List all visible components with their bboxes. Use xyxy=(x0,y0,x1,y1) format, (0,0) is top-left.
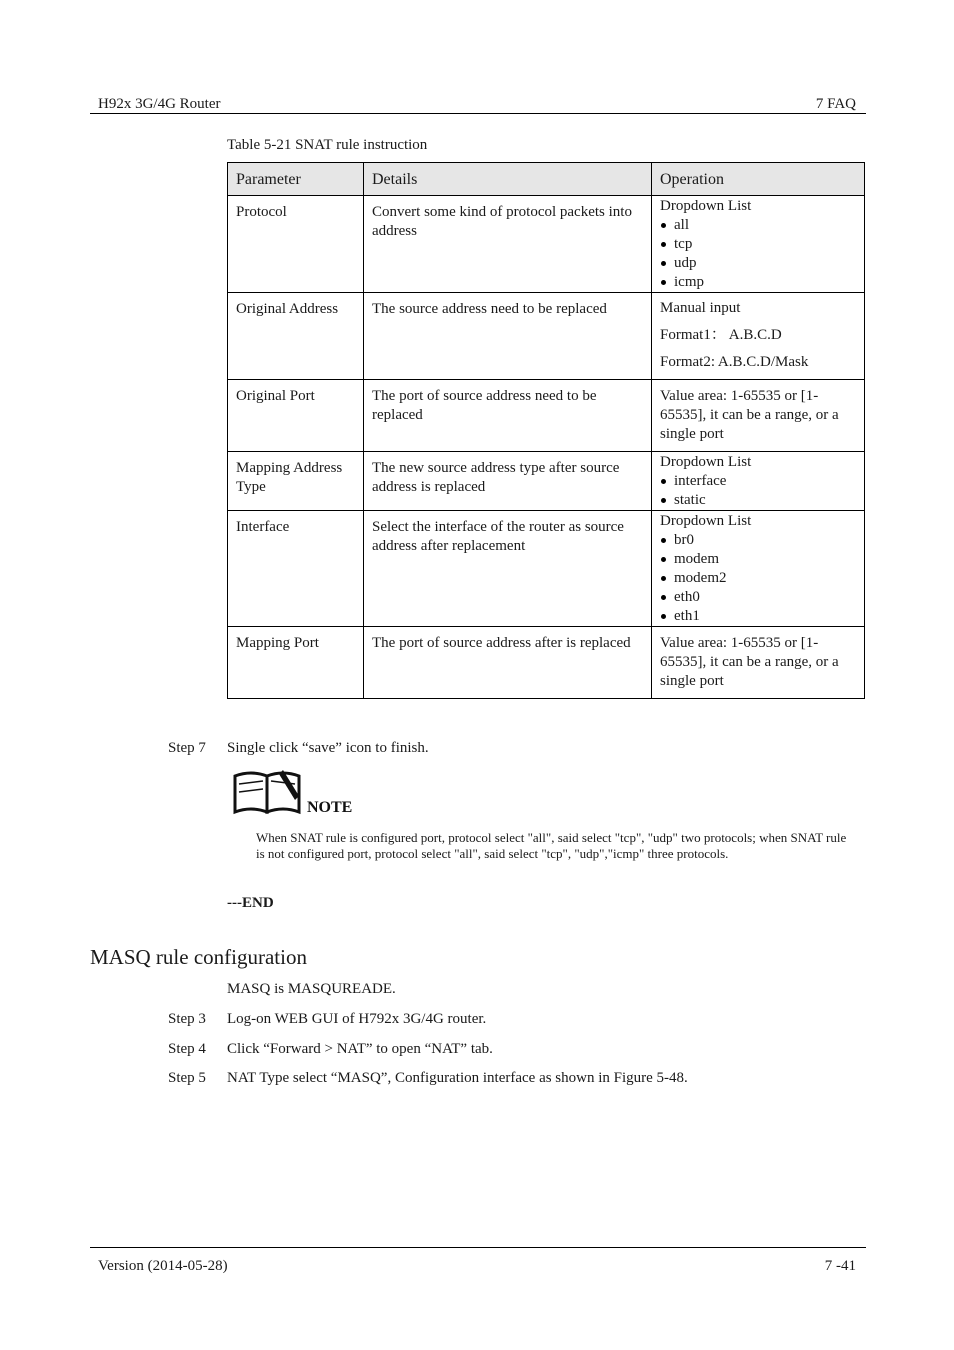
parameter-cell: Mapping Address Type xyxy=(228,452,364,511)
table-caption: Table 5-21 SNAT rule instruction xyxy=(227,137,428,153)
list-item: interface xyxy=(660,472,856,491)
parameter-cell: Original Address xyxy=(228,293,364,380)
details-cell: The source address need to be replaced xyxy=(364,293,652,380)
step-text: Click “Forward > NAT” to open “NAT” tab. xyxy=(227,1041,493,1057)
list-item: eth1 xyxy=(660,607,856,626)
table-row xyxy=(228,196,865,293)
step-text: NAT Type select “MASQ”, Configuration interface as shown in Figure 5-48. xyxy=(227,1070,688,1086)
option-list xyxy=(660,472,856,510)
operation-cell xyxy=(652,511,865,627)
operation-title: Dropdown List xyxy=(660,513,752,529)
list-item: static xyxy=(660,491,856,510)
details-cell: Select the interface of the router as source address after replacement xyxy=(364,511,652,627)
operation-line: Manual input xyxy=(660,300,741,316)
parameter-cell: Interface xyxy=(228,511,364,627)
step-label: Step 5 xyxy=(168,1070,206,1086)
step-label: Step 7 xyxy=(168,740,206,756)
end-marker: ---END xyxy=(227,895,274,911)
header-title: H92x 3G/4G Router xyxy=(98,96,221,112)
option-list xyxy=(660,216,856,292)
table-row xyxy=(228,380,865,452)
list-item: eth0 xyxy=(660,588,856,607)
table-header-row xyxy=(228,163,865,196)
list-item: icmp xyxy=(660,273,856,292)
footer-rule xyxy=(90,1247,866,1248)
details-cell: Convert some kind of protocol packets into address xyxy=(364,196,652,293)
note-icon xyxy=(233,768,358,816)
operation-title: Dropdown List xyxy=(660,454,752,470)
list-item: modem2 xyxy=(660,569,856,588)
page-number: 7 -41 xyxy=(824,1258,856,1274)
operation-cell xyxy=(652,196,865,293)
section-title: MASQ rule configuration xyxy=(90,945,307,969)
column-header: Details xyxy=(364,163,652,196)
list-item: br0 xyxy=(660,531,856,550)
table-row xyxy=(228,627,865,699)
parameter-cell: Mapping Port xyxy=(228,627,364,699)
operation-cell xyxy=(652,293,865,380)
parameter-cell: Original Port xyxy=(228,380,364,452)
details-cell: The port of source address need to be replaced xyxy=(364,380,652,452)
column-header: Operation xyxy=(652,163,865,196)
details-cell: The port of source address after is replaced xyxy=(364,627,652,699)
operation-line: Format1： A.B.C.D xyxy=(660,327,782,343)
step-label: Step 3 xyxy=(168,1011,206,1027)
snat-rule-table xyxy=(227,162,865,699)
list-item: modem xyxy=(660,550,856,569)
parameter-cell: Protocol xyxy=(228,196,364,293)
note-icon-label: NOTE xyxy=(307,799,353,816)
header-chapter: 7 FAQ xyxy=(815,96,856,112)
table-row xyxy=(228,452,865,511)
operation-cell xyxy=(652,452,865,511)
operation-line: Format2: A.B.C.D/Mask xyxy=(660,354,809,370)
table-row xyxy=(228,511,865,627)
list-item: udp xyxy=(660,254,856,273)
section-intro: MASQ is MASQUREADE. xyxy=(227,981,396,997)
details-cell: The new source address type after source address is replaced xyxy=(364,452,652,511)
header-rule xyxy=(90,113,866,114)
footer-version: Version (2014-05-28) xyxy=(98,1258,228,1274)
operation-title: Dropdown List xyxy=(660,198,752,214)
step-text: Log-on WEB GUI of H792x 3G/4G router. xyxy=(227,1011,487,1027)
column-header: Parameter xyxy=(228,163,364,196)
operation-cell: Value area: 1-65535 or [1-65535], it can be a range, or a single port xyxy=(652,627,865,699)
option-list xyxy=(660,531,856,626)
table-row xyxy=(228,293,865,380)
step-text: Single click “save” icon to finish. xyxy=(227,740,429,756)
list-item: tcp xyxy=(660,235,856,254)
list-item: all xyxy=(660,216,856,235)
step-label: Step 4 xyxy=(168,1041,206,1057)
operation-cell: Value area: 1-65535 or [1-65535], it can be a range, or a single port xyxy=(652,380,865,452)
note-text: When SNAT rule is configured port, protocol select "all", said select "tcp", "udp" two protocols; when SNAT rule is not configured port, protocol select "all", said select "tcp", "udp","icmp" three protocols. xyxy=(256,830,847,861)
